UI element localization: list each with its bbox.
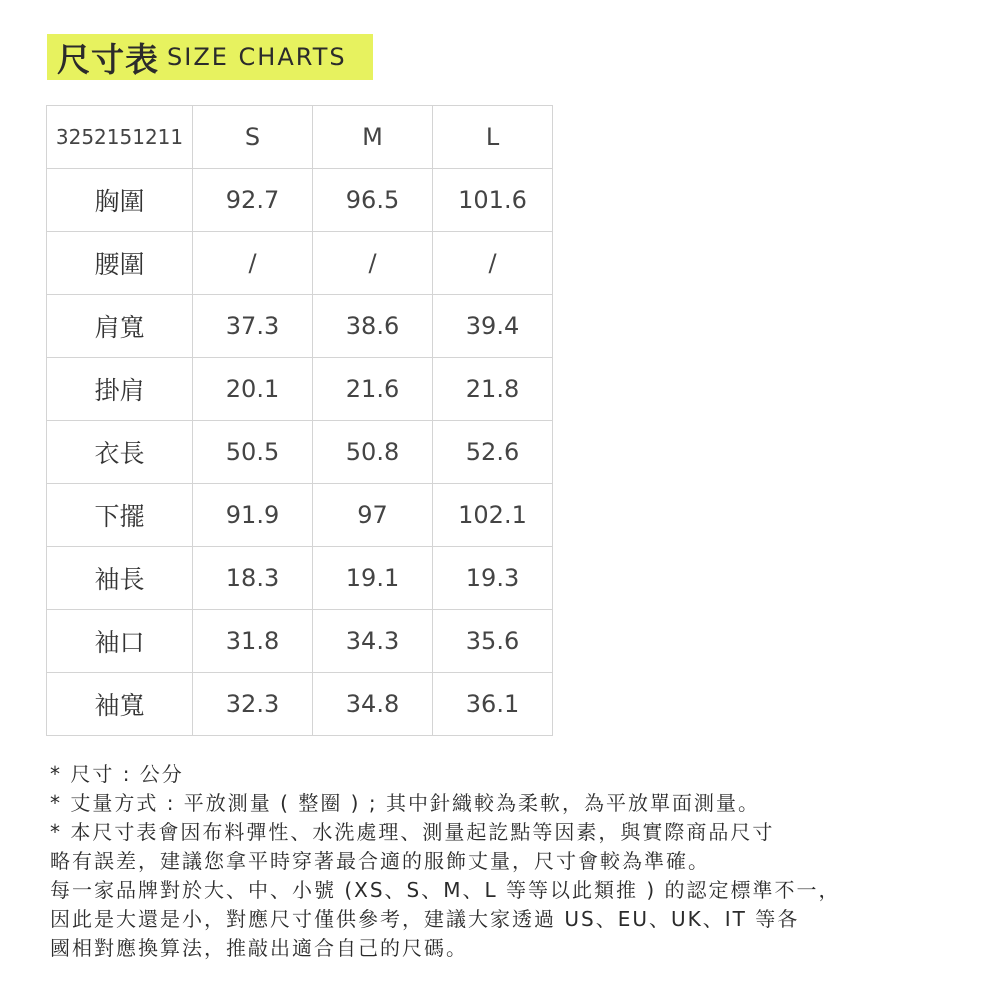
table-cell: 50.5 [193,421,313,484]
product-code: 3252151211 [47,106,193,169]
table-row [47,484,553,547]
table-row [47,295,553,358]
table-cell: 20.1 [193,358,313,421]
note-line: * 尺寸 : 公分 [50,762,184,786]
row-label: 下擺 [47,484,193,547]
table-header-row [47,106,553,169]
row-label: 袖長 [47,547,193,610]
row-label: 袖寬 [47,673,193,736]
row-label: 腰圍 [47,232,193,295]
table-row [47,547,553,610]
table-cell: 21.8 [433,358,553,421]
table-row [47,232,553,295]
size-header-s: S [193,106,313,169]
table-row [47,610,553,673]
table-row [47,358,553,421]
table-row [47,421,553,484]
table-cell: 92.7 [193,169,313,232]
row-label: 肩寬 [47,295,193,358]
table-cell: / [193,232,313,295]
table-cell: 52.6 [433,421,553,484]
size-header-m: M [313,106,433,169]
table-cell: 50.8 [313,421,433,484]
table-cell: 31.8 [193,610,313,673]
title-banner [47,34,373,80]
size-table [46,105,553,736]
size-header-l: L [433,106,553,169]
table-row [47,673,553,736]
size-notes [50,760,980,963]
table-cell: 35.6 [433,610,553,673]
table-cell: 21.6 [313,358,433,421]
table-cell: 91.9 [193,484,313,547]
table-cell: 18.3 [193,547,313,610]
table-cell: 39.4 [433,295,553,358]
title-chinese: 尺寸表 [57,39,159,79]
table-cell: 19.1 [313,547,433,610]
table-cell: 97 [313,484,433,547]
table-cell: 19.3 [433,547,553,610]
note-line: 略有誤差，建議您拿平時穿著最合適的服飾丈量，尺寸會較為準確。 [50,849,710,873]
note-line: * 本尺寸表會因布料彈性、水洗處理、測量起訖點等因素，與實際商品尺寸 [50,820,775,844]
table-cell: 34.3 [313,610,433,673]
table-cell: 37.3 [193,295,313,358]
row-label: 衣長 [47,421,193,484]
table-cell: 36.1 [433,673,553,736]
table-row [47,169,553,232]
table-cell: 32.3 [193,673,313,736]
table-cell: 38.6 [313,295,433,358]
note-line: 因此是大還是小，對應尺寸僅供參考，建議大家透過 US、EU、UK、IT 等各 [50,907,800,931]
note-line: 每一家品牌對於大、中、小號 (XS、S、M、L 等等以此類推 ) 的認定標準不一， [50,878,841,902]
table-cell: 34.8 [313,673,433,736]
table-cell: 101.6 [433,169,553,232]
table-cell: 96.5 [313,169,433,232]
row-label: 胸圍 [47,169,193,232]
note-line: * 丈量方式 : 平放測量 ( 整圈 ) ; 其中針織較為柔軟，為平放單面測量。 [50,791,760,815]
title-english: SIZE CHARTS [167,43,347,71]
note-line: 國相對應換算法，推敲出適合自己的尺碼。 [50,936,468,960]
table-cell: 102.1 [433,484,553,547]
table-cell: / [313,232,433,295]
row-label: 掛肩 [47,358,193,421]
row-label: 袖口 [47,610,193,673]
table-cell: / [433,232,553,295]
